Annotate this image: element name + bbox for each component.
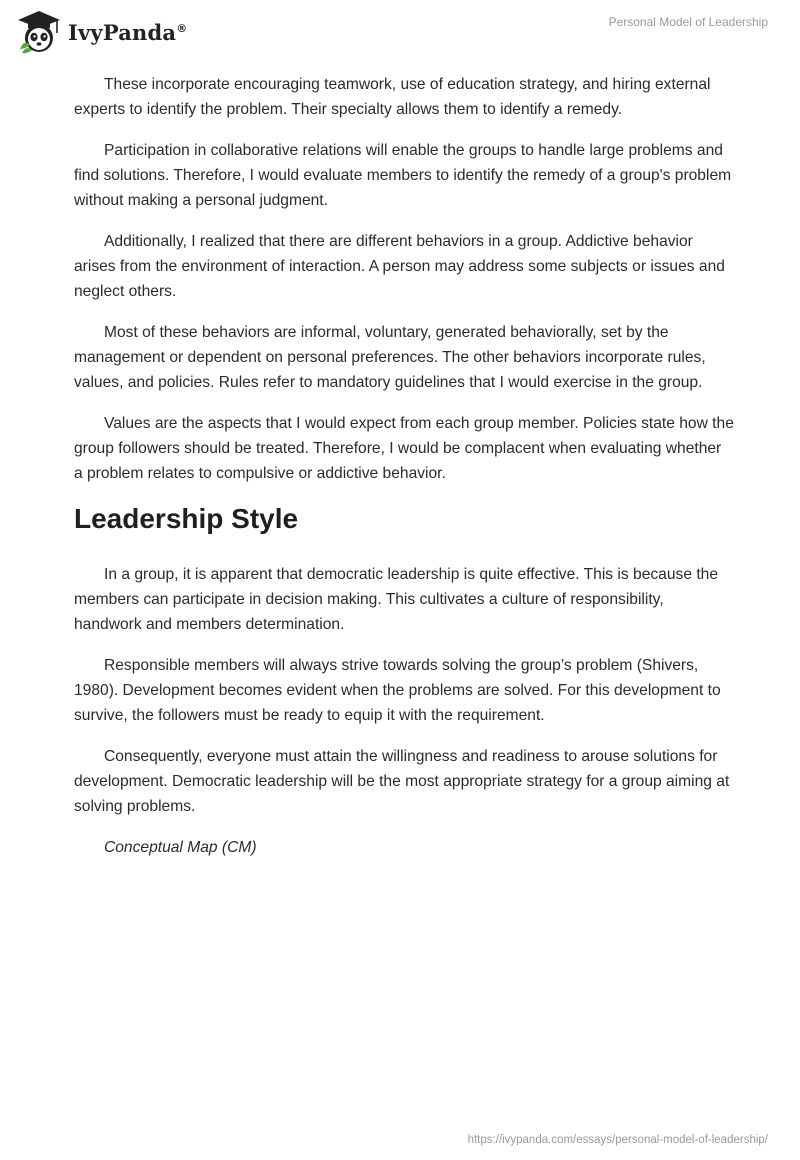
paragraph: Most of these behaviors are informal, voluntary, generated behaviorally, set by the management or dependent on personal preferences. The other behaviors incorporate rules, values, and policies. Rules refer to mandatory guidelines that I would exercise in the group. [74,324,706,391]
paragraph: Participation in collaborative relations will enable the groups to handle large problems and find solutions. Therefore, I would evaluate members to identify the remedy of a group's problem without making a personal judgment. [74,142,732,209]
source-url[interactable]: https://ivypanda.com/essays/personal-model-of-leadership/ [467,1134,768,1146]
page-header [0,0,800,60]
registered-mark: ® [176,21,188,35]
paragraph: In a group, it is apparent that democratic leadership is quite effective. This is because the members can participate in decision making. This cultivates a culture of responsibility, handwork and members determination. [74,566,718,633]
paragraph: These incorporate encouraging teamwork, use of education strategy, and hiring external experts to identify the problem. Their specialty allows them to identify a remedy. [74,76,711,118]
section-heading: Leadership Style [74,503,299,534]
ivypanda-logo[interactable] [16,9,187,55]
paragraph: Additionally, I realized that there are different behaviors in a group. Addictive behavior arises from the environment of interaction. A person may address some subjects or issues and neglect others. [74,233,725,300]
paragraph: Consequently, everyone must attain the willingness and readiness to arouse solutions for development. Democratic leadership will be the most appropriate strategy for a group aiming at solving problems. [74,748,730,815]
logo-wordmark: IvyPanda® [68,19,188,45]
essay-body [74,72,734,860]
document-title: Personal Model of Leadership [608,15,768,29]
figure-caption: Conceptual Map (CM) [104,839,257,856]
paragraph: Responsible members will always strive towards solving the group’s problem (Shivers, 1980). Development becomes evident when the problems are solved. For this development to survive, the followers must be ready to equip it with the requirement. [74,657,721,724]
panda-graduation-icon [16,9,62,55]
paragraph: Values are the aspects that I would expect from each group member. Policies state how the group followers should be treated. Therefore, I would be complacent when evaluating whether a problem relates to compulsive or addictive behavior. [74,415,734,482]
